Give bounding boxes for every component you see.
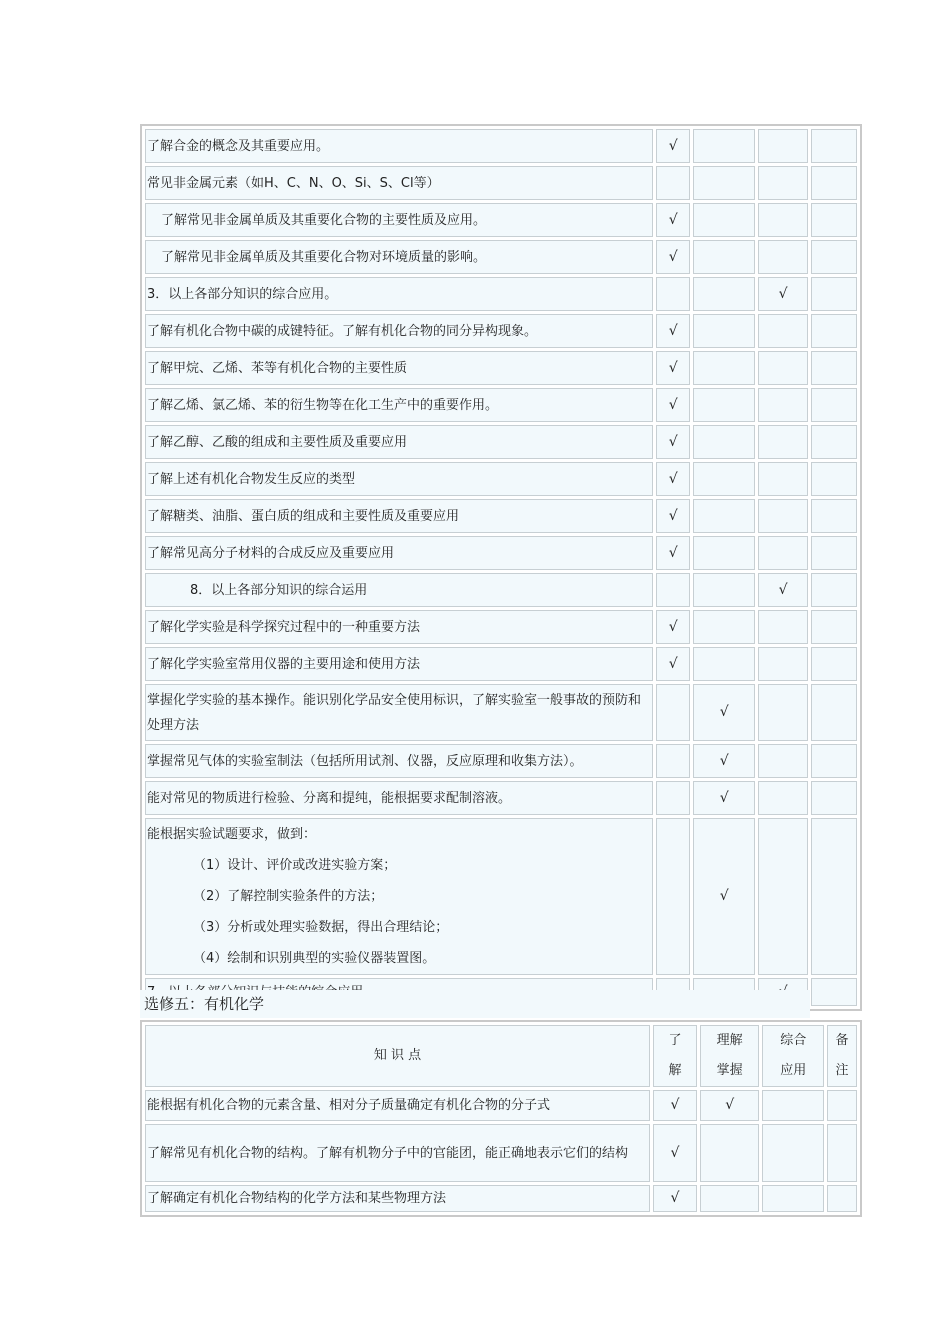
- level-mark-cell: [827, 1090, 857, 1121]
- knowledge-point-cell: 了解甲烷、乙烯、苯等有机化合物的主要性质: [145, 351, 653, 385]
- knowledge-point-cell: 了解糖类、油脂、蛋白质的组成和主要性质及重要应用: [145, 499, 653, 533]
- level-mark-cell: √: [656, 203, 690, 237]
- level-mark-cell: [811, 647, 857, 681]
- level-mark-cell: [811, 462, 857, 496]
- level-mark-cell: [656, 573, 690, 607]
- level-mark-cell: [827, 1185, 857, 1212]
- table-header-row: [145, 1025, 857, 1087]
- requirement-item: （1）设计、评价或改进实验方案；: [193, 858, 397, 873]
- knowledge-point-cell: 了解常见有机化合物的结构。了解有机物分子中的官能团，能正确地表示它们的结构: [145, 1124, 650, 1182]
- level-mark-cell: [811, 314, 857, 348]
- knowledge-point-cell: 常见非金属元素（如H、C、N、O、Si、S、Cl等）: [145, 166, 653, 200]
- level-mark-cell: [758, 684, 808, 741]
- level-mark-cell: √: [656, 425, 690, 459]
- level-mark-cell: [758, 314, 808, 348]
- header-understand: 了 解: [653, 1025, 697, 1087]
- level-mark-cell: [693, 129, 755, 163]
- level-mark-cell: [811, 744, 857, 778]
- level-mark-cell: [811, 781, 857, 815]
- knowledge-point-cell: 了解常见非金属单质及其重要化合物的主要性质及应用。: [145, 203, 653, 237]
- table-row: [145, 129, 857, 163]
- level-mark-cell: [762, 1124, 824, 1182]
- level-mark-cell: [700, 1185, 760, 1212]
- organic-chemistry-table: [140, 1020, 862, 1217]
- header-apply: 综合 应用: [762, 1025, 824, 1087]
- level-mark-cell: [693, 610, 755, 644]
- header-master: 理解 掌握: [700, 1025, 760, 1087]
- level-mark-cell: √: [656, 351, 690, 385]
- level-mark-cell: √: [653, 1185, 697, 1212]
- level-mark-cell: [762, 1090, 824, 1121]
- knowledge-point-cell: 了解合金的概念及其重要应用。: [145, 129, 653, 163]
- level-mark-cell: √: [656, 129, 690, 163]
- level-mark-cell: [811, 978, 857, 1006]
- requirement-item: （3）分析或处理实验数据，得出合理结论；: [193, 920, 449, 935]
- table-row: [145, 388, 857, 422]
- level-mark-cell: [758, 781, 808, 815]
- level-mark-cell: √: [700, 1090, 760, 1121]
- requirement-item: （2）了解控制实验条件的方法；: [193, 889, 384, 904]
- table-row: [145, 536, 857, 570]
- table-row: [145, 818, 857, 975]
- table-row: [145, 1090, 857, 1121]
- level-mark-cell: [693, 647, 755, 681]
- level-mark-cell: [656, 166, 690, 200]
- knowledge-point-cell: 了解常见非金属单质及其重要化合物对环境质量的影响。: [145, 240, 653, 274]
- level-mark-cell: √: [693, 781, 755, 815]
- knowledge-point-cell: 了解常见高分子材料的合成反应及重要应用: [145, 536, 653, 570]
- level-mark-cell: [656, 818, 690, 975]
- knowledge-point-cell: 能对常见的物质进行检验、分离和提纯，能根据要求配制溶液。: [145, 781, 653, 815]
- level-mark-cell: √: [758, 573, 808, 607]
- level-mark-cell: [811, 610, 857, 644]
- table-row: [145, 277, 857, 311]
- level-mark-cell: √: [656, 388, 690, 422]
- level-mark-cell: [811, 129, 857, 163]
- knowledge-point-cell: [145, 818, 653, 975]
- knowledge-point-cell: 了解有机化合物中碳的成键特征。了解有机化合物的同分异构现象。: [145, 314, 653, 348]
- knowledge-point-cell: 了解化学实验室常用仪器的主要用途和使用方法: [145, 647, 653, 681]
- table-row: [145, 647, 857, 681]
- requirements-table: [140, 124, 862, 1011]
- level-mark-cell: √: [758, 277, 808, 311]
- level-mark-cell: [811, 499, 857, 533]
- level-mark-cell: [758, 499, 808, 533]
- level-mark-cell: √: [656, 314, 690, 348]
- knowledge-point-cell: 掌握化学实验的基本操作。能识别化学品安全使用标识，了解实验室一般事故的预防和处理方法: [145, 684, 653, 741]
- table-row: [145, 781, 857, 815]
- table-row: [145, 684, 857, 741]
- knowledge-point-cell: 3．以上各部分知识的综合应用。: [145, 277, 653, 311]
- table-row: [145, 314, 857, 348]
- level-mark-cell: [758, 351, 808, 385]
- header-remark: 备 注: [827, 1025, 857, 1087]
- level-mark-cell: [700, 1124, 760, 1182]
- table-row: [145, 351, 857, 385]
- table-row: [145, 203, 857, 237]
- knowledge-point-cell: 8．以上各部分知识的综合运用: [145, 573, 653, 607]
- level-mark-cell: [811, 240, 857, 274]
- level-mark-cell: [758, 647, 808, 681]
- level-mark-cell: √: [656, 610, 690, 644]
- level-mark-cell: [693, 499, 755, 533]
- level-mark-cell: [693, 240, 755, 274]
- header-knowledge-point: 知 识 点: [145, 1025, 650, 1087]
- requirement-lead: 能根据实验试题要求，做到：: [147, 827, 317, 842]
- level-mark-cell: [758, 425, 808, 459]
- level-mark-cell: √: [656, 499, 690, 533]
- knowledge-point-cell: 了解化学实验是科学探究过程中的一种重要方法: [145, 610, 653, 644]
- level-mark-cell: [693, 536, 755, 570]
- level-mark-cell: [762, 1185, 824, 1212]
- level-mark-cell: [811, 166, 857, 200]
- level-mark-cell: [656, 684, 690, 741]
- level-mark-cell: [758, 388, 808, 422]
- level-mark-cell: [758, 610, 808, 644]
- table-row: [145, 240, 857, 274]
- table-row: [145, 610, 857, 644]
- knowledge-point-cell: 了解确定有机化合物结构的化学方法和某些物理方法: [145, 1185, 650, 1212]
- level-mark-cell: [811, 818, 857, 975]
- knowledge-point-cell: 能根据有机化合物的元素含量、相对分子质量确定有机化合物的分子式: [145, 1090, 650, 1121]
- level-mark-cell: [811, 573, 857, 607]
- level-mark-cell: [811, 425, 857, 459]
- level-mark-cell: [758, 129, 808, 163]
- level-mark-cell: [693, 351, 755, 385]
- level-mark-cell: [656, 277, 690, 311]
- requirement-item: （4）绘制和识别典型的实验仪器装置图。: [193, 951, 436, 966]
- level-mark-cell: √: [656, 462, 690, 496]
- level-mark-cell: [758, 818, 808, 975]
- level-mark-cell: √: [656, 536, 690, 570]
- table-row: [145, 462, 857, 496]
- level-mark-cell: [811, 203, 857, 237]
- table-row: [145, 573, 857, 607]
- knowledge-point-cell: 了解乙醇、乙酸的组成和主要性质及重要应用: [145, 425, 653, 459]
- section-title: 选修五：有机化学: [140, 990, 810, 1018]
- level-mark-cell: [811, 277, 857, 311]
- level-mark-cell: √: [693, 744, 755, 778]
- level-mark-cell: [758, 744, 808, 778]
- knowledge-point-cell: 了解乙烯、氯乙烯、苯的衍生物等在化工生产中的重要作用。: [145, 388, 653, 422]
- level-mark-cell: [693, 314, 755, 348]
- level-mark-cell: [827, 1124, 857, 1182]
- level-mark-cell: [811, 684, 857, 741]
- level-mark-cell: [693, 388, 755, 422]
- level-mark-cell: [693, 277, 755, 311]
- table-row: [145, 166, 857, 200]
- level-mark-cell: [656, 781, 690, 815]
- level-mark-cell: [758, 166, 808, 200]
- level-mark-cell: √: [693, 684, 755, 741]
- table-row: [145, 1185, 857, 1212]
- level-mark-cell: [758, 462, 808, 496]
- table-row: [145, 499, 857, 533]
- level-mark-cell: [693, 203, 755, 237]
- level-mark-cell: √: [653, 1124, 697, 1182]
- level-mark-cell: [693, 462, 755, 496]
- knowledge-point-cell: 掌握常见气体的实验室制法（包括所用试剂、仪器，反应原理和收集方法）。: [145, 744, 653, 778]
- level-mark-cell: [758, 240, 808, 274]
- level-mark-cell: [693, 573, 755, 607]
- level-mark-cell: [693, 166, 755, 200]
- knowledge-point-cell: 了解上述有机化合物发生反应的类型: [145, 462, 653, 496]
- level-mark-cell: [811, 388, 857, 422]
- level-mark-cell: [811, 536, 857, 570]
- level-mark-cell: √: [693, 818, 755, 975]
- table-row: [145, 1124, 857, 1182]
- table-row: [145, 425, 857, 459]
- level-mark-cell: √: [656, 240, 690, 274]
- level-mark-cell: √: [653, 1090, 697, 1121]
- level-mark-cell: [693, 425, 755, 459]
- level-mark-cell: [656, 744, 690, 778]
- table-row: [145, 744, 857, 778]
- level-mark-cell: [758, 536, 808, 570]
- level-mark-cell: [758, 203, 808, 237]
- level-mark-cell: √: [656, 647, 690, 681]
- level-mark-cell: [811, 351, 857, 385]
